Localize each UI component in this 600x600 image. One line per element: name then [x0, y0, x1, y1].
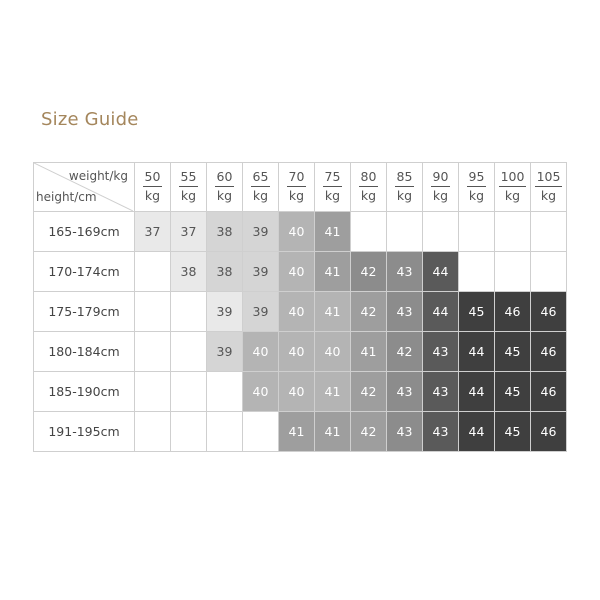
- corner-cell: [34, 163, 135, 212]
- size-cell: 41: [315, 292, 351, 332]
- empty-cell: [135, 292, 171, 332]
- weight-unit: kg: [360, 187, 377, 203]
- table-row: [34, 332, 567, 372]
- size-cell: 40: [279, 332, 315, 372]
- size-cell: 39: [207, 332, 243, 372]
- size-cell: 40: [279, 212, 315, 252]
- weight-fraction: [143, 171, 163, 202]
- weight-value: 90: [431, 171, 451, 187]
- size-cell: 39: [243, 212, 279, 252]
- size-guide-table: [33, 162, 567, 452]
- size-cell: 39: [207, 292, 243, 332]
- weight-value: 75: [323, 171, 343, 187]
- empty-cell: [459, 252, 495, 292]
- header-row: [34, 163, 567, 212]
- height-range-label: 170-174cm: [34, 252, 135, 292]
- size-cell: 46: [531, 292, 567, 332]
- height-range-label: 180-184cm: [34, 332, 135, 372]
- size-cell: 43: [423, 372, 459, 412]
- size-cell: 41: [315, 372, 351, 412]
- weight-fraction: [179, 171, 199, 202]
- weight-column-header: [423, 163, 459, 212]
- empty-cell: [531, 212, 567, 252]
- size-cell: 41: [315, 212, 351, 252]
- size-cell: 43: [387, 372, 423, 412]
- weight-value: 60: [215, 171, 235, 187]
- weight-column-header: [135, 163, 171, 212]
- size-cell: 44: [459, 332, 495, 372]
- empty-cell: [495, 252, 531, 292]
- size-cell: 46: [495, 292, 531, 332]
- height-range-label: 191-195cm: [34, 412, 135, 452]
- empty-cell: [171, 372, 207, 412]
- weight-unit: kg: [504, 187, 521, 203]
- size-cell: 45: [459, 292, 495, 332]
- empty-cell: [135, 332, 171, 372]
- size-cell: 37: [171, 212, 207, 252]
- empty-cell: [351, 212, 387, 252]
- size-cell: 45: [495, 332, 531, 372]
- table-row: [34, 252, 567, 292]
- weight-value: 80: [359, 171, 379, 187]
- weight-column-header: [315, 163, 351, 212]
- empty-cell: [459, 212, 495, 252]
- size-cell: 43: [387, 292, 423, 332]
- table-row: [34, 292, 567, 332]
- empty-cell: [387, 212, 423, 252]
- empty-cell: [171, 412, 207, 452]
- size-cell: 41: [315, 412, 351, 452]
- weight-fraction: [395, 171, 415, 202]
- weight-value: 55: [179, 171, 199, 187]
- weight-axis-label: weight/kg: [68, 169, 128, 183]
- empty-cell: [423, 212, 459, 252]
- weight-fraction: [359, 171, 379, 202]
- size-cell: 44: [459, 412, 495, 452]
- size-cell: 44: [459, 372, 495, 412]
- weight-column-header: [171, 163, 207, 212]
- weight-unit: kg: [180, 187, 197, 203]
- size-cell: 45: [495, 372, 531, 412]
- size-cell: 37: [135, 212, 171, 252]
- size-cell: 40: [279, 292, 315, 332]
- weight-value: 105: [535, 171, 563, 187]
- size-cell: 46: [531, 412, 567, 452]
- weight-column-header: [207, 163, 243, 212]
- weight-fraction: [467, 171, 487, 202]
- weight-unit: kg: [288, 187, 305, 203]
- height-range-label: 185-190cm: [34, 372, 135, 412]
- weight-value: 70: [287, 171, 307, 187]
- weight-column-header: [459, 163, 495, 212]
- weight-unit: kg: [144, 187, 161, 203]
- page-title: Size Guide: [41, 109, 139, 130]
- empty-cell: [207, 372, 243, 412]
- size-cell: 40: [243, 372, 279, 412]
- weight-fraction: [251, 171, 271, 202]
- weight-value: 95: [467, 171, 487, 187]
- weight-column-header: [495, 163, 531, 212]
- size-cell: 42: [351, 252, 387, 292]
- height-range-label: 175-179cm: [34, 292, 135, 332]
- empty-cell: [135, 372, 171, 412]
- size-cell: 39: [243, 292, 279, 332]
- size-cell: 41: [279, 412, 315, 452]
- weight-unit: kg: [252, 187, 269, 203]
- table-row: [34, 412, 567, 452]
- empty-cell: [207, 412, 243, 452]
- size-cell: 43: [387, 412, 423, 452]
- weight-column-header: [279, 163, 315, 212]
- size-cell: 39: [243, 252, 279, 292]
- weight-fraction: [287, 171, 307, 202]
- weight-value: 65: [251, 171, 271, 187]
- size-cell: 46: [531, 372, 567, 412]
- weight-unit: kg: [432, 187, 449, 203]
- size-cell: 41: [351, 332, 387, 372]
- empty-cell: [243, 412, 279, 452]
- size-cell: 46: [531, 332, 567, 372]
- empty-cell: [495, 212, 531, 252]
- weight-fraction: [323, 171, 343, 202]
- size-cell: 42: [351, 372, 387, 412]
- size-cell: 42: [387, 332, 423, 372]
- size-cell: 38: [171, 252, 207, 292]
- weight-fraction: [215, 171, 235, 202]
- weight-unit: kg: [540, 187, 557, 203]
- weight-column-header: [243, 163, 279, 212]
- empty-cell: [531, 252, 567, 292]
- weight-unit: kg: [468, 187, 485, 203]
- weight-fraction: [499, 171, 527, 202]
- weight-value: 100: [499, 171, 527, 187]
- size-cell: 45: [495, 412, 531, 452]
- weight-unit: kg: [216, 187, 233, 203]
- size-cell: 38: [207, 212, 243, 252]
- size-cell: 43: [387, 252, 423, 292]
- size-cell: 42: [351, 292, 387, 332]
- weight-fraction: [431, 171, 451, 202]
- weight-fraction: [535, 171, 563, 202]
- table-row: [34, 372, 567, 412]
- table-row: [34, 212, 567, 252]
- size-cell: 38: [207, 252, 243, 292]
- weight-value: 85: [395, 171, 415, 187]
- size-cell: 40: [315, 332, 351, 372]
- weight-column-header: [531, 163, 567, 212]
- empty-cell: [171, 292, 207, 332]
- weight-value: 50: [143, 171, 163, 187]
- weight-unit: kg: [396, 187, 413, 203]
- size-cell: 43: [423, 412, 459, 452]
- size-cell: 43: [423, 332, 459, 372]
- weight-unit: kg: [324, 187, 341, 203]
- size-cell: 44: [423, 252, 459, 292]
- size-cell: 40: [279, 372, 315, 412]
- height-axis-label: height/cm: [36, 190, 97, 204]
- size-cell: 40: [243, 332, 279, 372]
- size-cell: 44: [423, 292, 459, 332]
- empty-cell: [135, 412, 171, 452]
- weight-column-header: [387, 163, 423, 212]
- empty-cell: [135, 252, 171, 292]
- size-cell: 41: [315, 252, 351, 292]
- height-range-label: 165-169cm: [34, 212, 135, 252]
- weight-column-header: [351, 163, 387, 212]
- size-cell: 40: [279, 252, 315, 292]
- empty-cell: [171, 332, 207, 372]
- size-cell: 42: [351, 412, 387, 452]
